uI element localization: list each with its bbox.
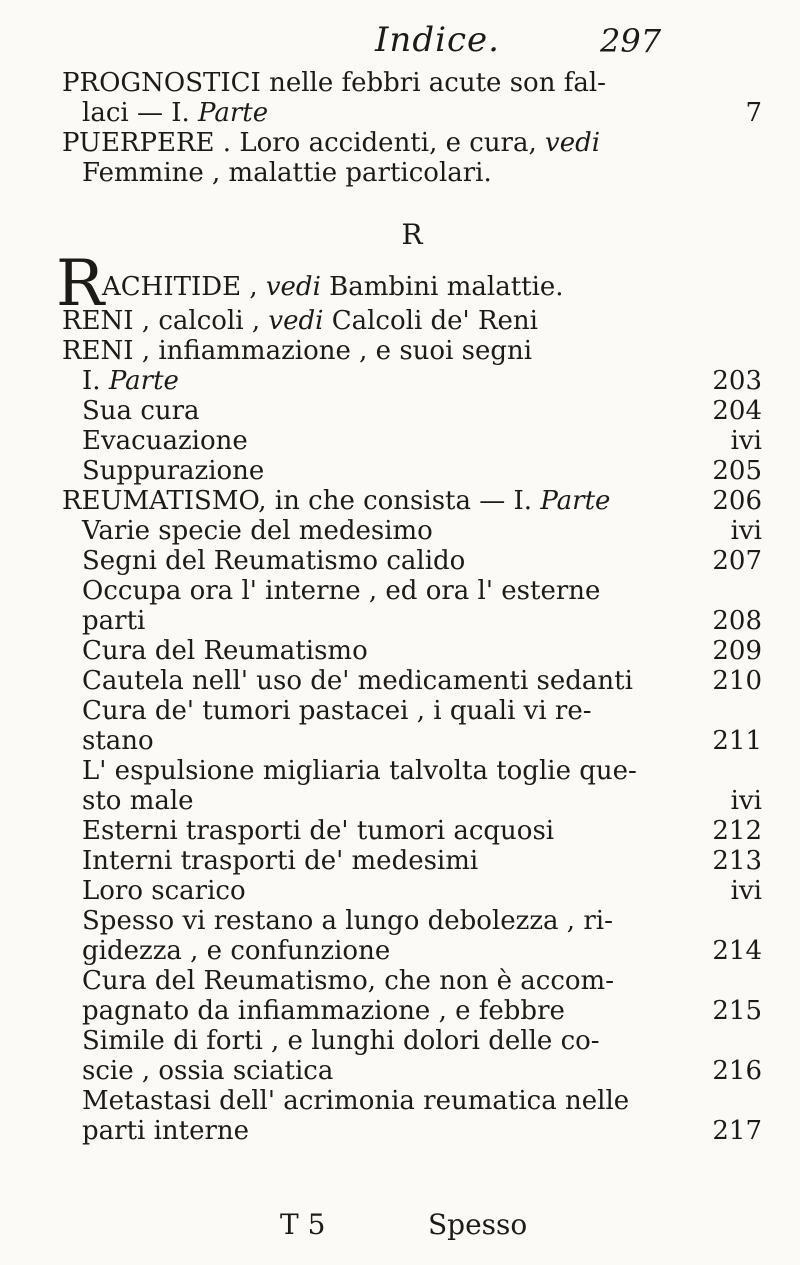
entry-text: Suppurazione [82,456,265,486]
index-entry-line [62,936,762,966]
entry-text: Interni trasporti de' medesimi [82,846,479,876]
entry-page-ref: 203 [712,366,762,396]
entry-text: REUMATISMO, in che consista — I. Parte [62,486,611,516]
page-footer [0,1208,800,1248]
entry-text: RENI , calcoli , vedi Calcoli de' Reni [62,306,538,336]
index-entry-line [62,1056,762,1086]
entry-page-ref: ivi [730,786,762,816]
entry-page-ref: 217 [712,1116,762,1146]
index-entry-line [62,546,762,576]
entry-text: parti interne [82,1116,250,1146]
entry-page-ref: 213 [712,846,762,876]
entry-text: PROGNOSTICI nelle febbri acute son fal- [62,68,606,98]
entry-text: Cura del Reumatismo [82,636,368,666]
index-entry-line [62,906,762,936]
index-entry-line [62,1086,762,1116]
index-entry-line [62,128,762,158]
entry-text: Cautela nell' uso de' medicamenti sedanti [82,666,633,696]
entry-page-ref: 210 [712,666,762,696]
index-entry-line [62,606,762,636]
entry-text: scie , ossia sciatica [82,1056,334,1086]
entry-text: Segni del Reumatismo calido [82,546,466,576]
entry-text: stano [82,726,154,756]
entry-page-ref: 207 [712,546,762,576]
index-entry-line [62,666,762,696]
entry-page-ref: 205 [712,456,762,486]
entry-text: Evacuazione [82,426,248,456]
entry-page-ref: 204 [712,396,762,426]
index-entry-line [62,996,762,1026]
index-entry-line [62,756,762,786]
index-entries-p [62,68,762,188]
index-entry-line [62,158,762,188]
entry-text: L' espulsione migliaria talvolta toglie que- [82,756,637,786]
entry-text: Spesso vi restano a lungo debolezza , ri- [82,906,613,936]
entry-text: RENI , infiammazione , e suoi segni [62,336,533,366]
index-entries-r [62,306,762,1146]
entry-text: Cura del Reumatismo, che non è accom- [82,966,614,996]
catchword: Spesso [428,1208,528,1241]
section-letter: R [401,218,423,251]
page-header [0,12,800,72]
entry-text: sto male [82,786,194,816]
entry-text: Cura de' tumori pastacei , i quali vi re- [82,696,592,726]
index-entry-line [62,816,762,846]
entry-page-ref: 211 [712,726,762,756]
index-entry-line [62,396,762,426]
index-entry-line [62,726,762,756]
entry-page-ref: 209 [712,636,762,666]
index-entry-line [62,366,762,396]
index-entry-line [62,846,762,876]
entry-text: Femmine , malattie particolari. [82,158,492,188]
entry-page-ref: 212 [712,816,762,846]
index-entry-line [62,1026,762,1056]
entry-text: gidezza , e confunzione [82,936,391,966]
index-entry-line [62,1116,762,1146]
running-title: Indice. [375,20,500,60]
index-entry-line [62,306,762,336]
index-entry-line [62,696,762,726]
entry-text: laci — I. Parte [82,98,269,128]
entry-text: PUERPERE . Loro accidenti, e cura, vedi [62,128,601,158]
entry-text: pagnato da infiammazione , e febbre [82,996,565,1026]
index-entry-line [62,636,762,666]
drop-capital: R [56,247,105,321]
entry-text: Esterni trasporti de' tumori acquosi [82,816,555,846]
index-entry-line [62,786,762,816]
index-body [56,68,762,1146]
index-entry-line [62,98,762,128]
entry-text: ACHITIDE , vedi Bambini malattie. [102,272,564,302]
entry-text: parti [82,606,146,636]
index-entry-line [62,68,762,98]
page-number: 297 [600,22,662,60]
index-entry-line [62,456,762,486]
entry-text: Metastasi dell' acrimonia reumatica nelle [82,1086,630,1116]
entry-text: Varie specie del medesimo [82,516,433,546]
entry-page-ref: 206 [712,486,762,516]
entry-page-ref: 216 [712,1056,762,1086]
index-entry-line [62,576,762,606]
entry-page-ref: 208 [712,606,762,636]
index-entry-line [62,486,762,516]
entry-text: I. Parte [82,366,179,396]
entry-page-ref: ivi [730,516,762,546]
entry-page-ref: 215 [712,996,762,1026]
entry-page-ref: ivi [730,876,762,906]
entry-text: Sua cura [82,396,200,426]
entry-page-ref: 7 [745,98,762,128]
index-entry-line [62,516,762,546]
index-entry-line [62,966,762,996]
entry-text: Occupa ora l' interne , ed ora l' esterne [82,576,601,606]
entry-page-ref: 214 [712,936,762,966]
entry-text: Simile di forti , e lunghi dolori delle co- [82,1026,600,1056]
index-entry-line [62,336,762,366]
entry-text: Loro scarico [82,876,246,906]
index-entry-line [62,876,762,906]
index-entry-line [62,426,762,456]
entry-page-ref: ivi [730,426,762,456]
signature-mark: T 5 [280,1208,326,1241]
